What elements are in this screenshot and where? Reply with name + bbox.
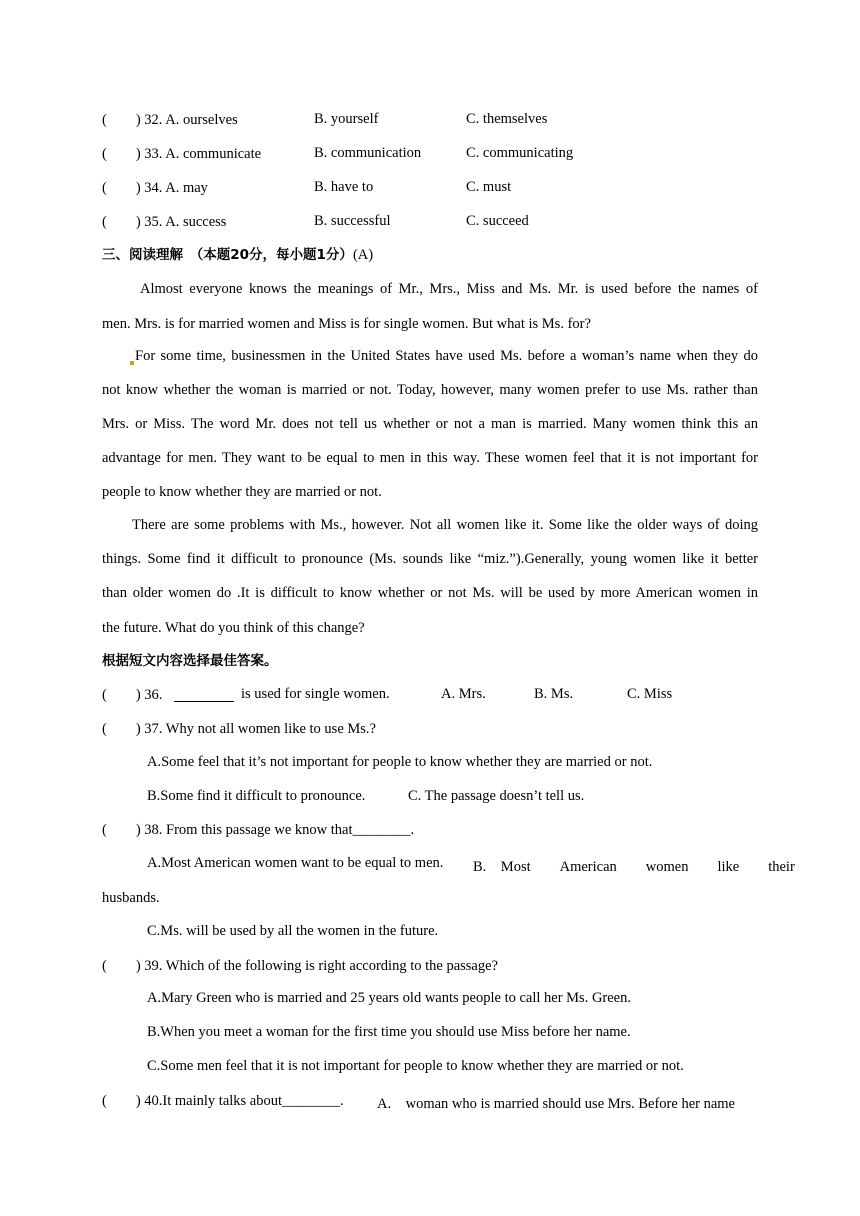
choice-c34: C. must	[466, 179, 512, 195]
passage-line-10: than older women do .It is difficult to know whether or not Ms. will be used by more American women in	[102, 585, 758, 601]
q38-option-a: A.Most American women want to be equal to men.	[147, 855, 444, 871]
passage-line-2: men. Mrs. is for married women and Miss is for single women. But what is Ms. for?	[102, 316, 591, 332]
section-suffix: (A)	[352, 247, 374, 263]
choice-c35: C. succeed	[466, 213, 529, 229]
q36-option-b: B. Ms.	[534, 686, 574, 702]
q40-option-a: A. woman who is married should use Mrs. Before her name	[377, 1096, 735, 1112]
edit-mark-icon	[130, 361, 134, 365]
passage-line-5: Mrs. or Miss. The word Mr. does not tell us whether or not a man is married. Many women think this an	[102, 416, 758, 432]
q36-option-c: C. Miss	[627, 686, 673, 702]
q36-stem: is used for single women.	[241, 686, 390, 702]
q36-blank	[174, 688, 234, 702]
choice-b33: B. communication	[314, 145, 422, 161]
q40-stem: ( ) 40.It mainly talks about________.	[102, 1093, 344, 1109]
passage-line-4: not know whether the woman is married or not. Today, however, many women prefer to use Ms. rather than	[102, 382, 758, 398]
passage-line-3	[130, 348, 758, 365]
passage-line-7: people to know whether they are married or not.	[102, 484, 382, 500]
q38-option-c: C.Ms. will be used by all the women in the future.	[147, 923, 439, 939]
passage-line-3-text: For some time, businessmen in the United States have used Ms. before a woman’s name when they do	[135, 348, 758, 364]
passage-line-8: There are some problems with Ms., however. Not all women like it. Some like the older ways of doing	[132, 517, 758, 533]
q37-option-b: B.Some find it difficult to pronounce.	[147, 788, 366, 804]
choice-b32: B. yourself	[314, 111, 379, 127]
passage-line-11: the future. What do you think of this change?	[102, 620, 365, 636]
q39-option-b: B.When you meet a woman for the first time you should use Miss before her name.	[147, 1024, 631, 1040]
instruction: 根据短文内容选择最佳答案。	[102, 653, 278, 669]
choice-q35: ( ) 35. A. success	[102, 214, 227, 230]
q36-prefix: ( ) 36.	[102, 687, 163, 703]
q39-stem: ( ) 39. Which of the following is right according to the passage?	[102, 958, 498, 974]
choice-q32: ( ) 32. A. ourselves	[102, 112, 238, 128]
q38-option-b: B. Most American women like their	[473, 859, 795, 875]
choice-c33: C. communicating	[466, 145, 574, 161]
choice-b34: B. have to	[314, 179, 374, 195]
choice-q34: ( ) 34. A. may	[102, 180, 208, 196]
q39-option-a: A.Mary Green who is married and 25 years old wants people to call her Ms. Green.	[147, 990, 631, 1006]
passage-line-9: things. Some find it difficult to pronounce (Ms. sounds like “miz.”).Generally, young women like it better	[102, 551, 758, 567]
section-title: 三、阅读理解 （本题20分，每小题1分）	[102, 247, 353, 263]
q38-option-b-cont: husbands.	[102, 890, 160, 906]
choice-q33: ( ) 33. A. communicate	[102, 146, 262, 162]
passage-line-6: advantage for men. They want to be equal to men in this way. These women feel that it is not important for	[102, 450, 758, 466]
choice-c32: C. themselves	[466, 111, 548, 127]
q37-stem: ( ) 37. Why not all women like to use Ms.?	[102, 721, 376, 737]
choice-b35: B. successful	[314, 213, 391, 229]
q37-option-a: A.Some feel that it’s not important for people to know whether they are married or not.	[147, 754, 653, 770]
q36-option-a: A. Mrs.	[441, 686, 486, 702]
q37-option-c: C. The passage doesn’t tell us.	[408, 788, 585, 804]
passage-line-1: Almost everyone knows the meanings of Mr., Mrs., Miss and Ms. Mr. is used before the names of	[140, 281, 758, 297]
section-heading	[102, 246, 373, 264]
q39-option-c: C.Some men feel that it is not important for people to know whether they are married or not.	[147, 1058, 684, 1074]
q38-stem: ( ) 38. From this passage we know that________.	[102, 822, 415, 838]
